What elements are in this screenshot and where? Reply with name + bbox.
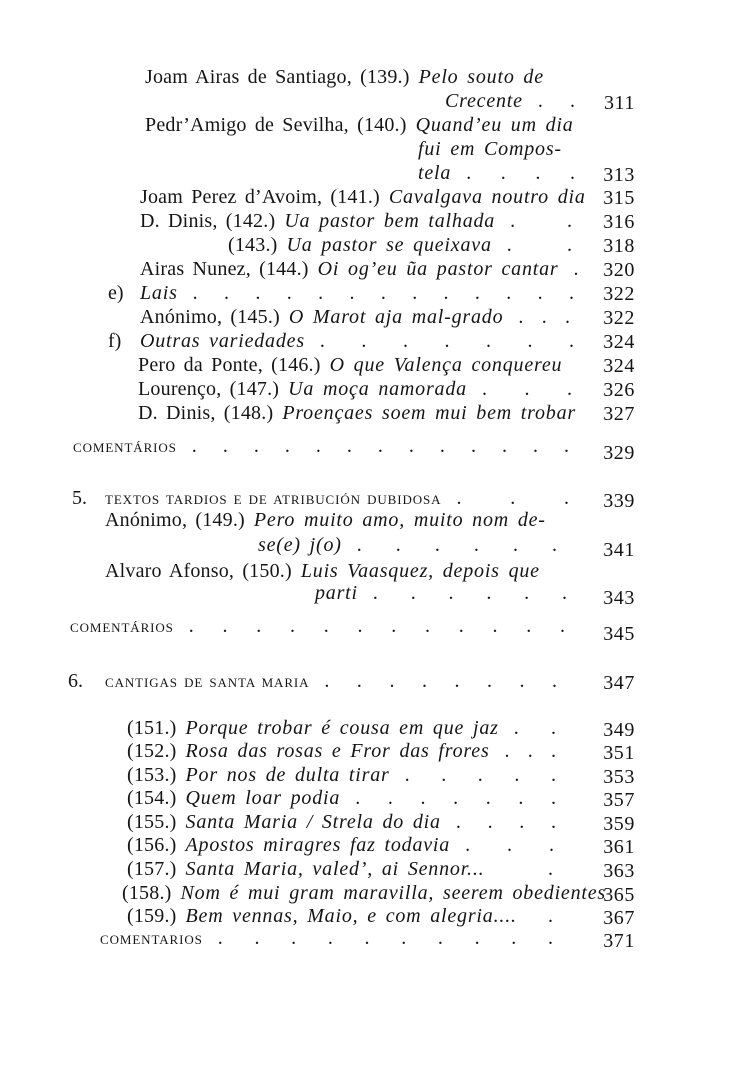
page-number: 326 (603, 379, 635, 401)
commentary-heading (0, 926, 750, 950)
dot-leader: . . . . . . . . . . (217, 927, 553, 949)
page-number: 313 (603, 164, 635, 186)
section-title: CANTIGAS DE SANTA MARIA (105, 675, 310, 690)
entry-title: Luis Vaasquez, depois que (300, 560, 540, 582)
dot-leader: . . . (518, 306, 570, 328)
page-number: 357 (603, 789, 635, 811)
entry-title: O que Valença conquereu (329, 354, 563, 376)
toc-entry (0, 810, 750, 834)
dot-leader: . . . (504, 740, 556, 762)
entry-number: (159.) (127, 905, 177, 927)
dot-leader: . . . . . . . (319, 330, 574, 352)
entry-author: Lourenço, (147.) (138, 378, 280, 400)
page-number: 324 (603, 355, 635, 377)
toc-entry (0, 904, 750, 928)
entry-title: Quem loar podia (185, 787, 341, 809)
toc-entry (0, 508, 750, 532)
toc-entry (0, 763, 750, 787)
page-number: 371 (603, 930, 635, 952)
entry-number: (154.) (127, 787, 177, 809)
page-number: 351 (603, 742, 635, 764)
section-number: 5. (72, 487, 87, 509)
dot-leader: . . . . (466, 162, 575, 184)
entry-title: Ua pastor bem talhada (284, 210, 496, 232)
entry-title: Ua moça namorada (288, 378, 467, 400)
toc-entry (0, 233, 750, 257)
toc-entry (0, 137, 750, 161)
entry-title: O Marot aja mal-grado (288, 306, 504, 328)
page-number: 320 (603, 259, 635, 281)
dot-leader: . . . . . . (356, 534, 557, 556)
entry-title: Apostos miragres faz todavia (185, 834, 451, 856)
entry-title: Cavalgava noutro dia (388, 186, 586, 208)
toc-entry (0, 857, 750, 881)
page-number: 322 (603, 283, 635, 305)
entry-author: Joam Perez d’Avoim, (141.) (140, 186, 380, 208)
toc-entry (0, 559, 750, 583)
subsection-marker: f) (108, 330, 122, 352)
toc-entry (0, 833, 750, 857)
toc-entry (0, 209, 750, 233)
page-number: 318 (603, 235, 635, 257)
toc-entry (0, 881, 750, 905)
page-number: 339 (603, 490, 635, 512)
entry-title: Rosa das rosas e Fror das frores (185, 740, 490, 762)
toc-entry (0, 113, 750, 137)
page-number: 324 (603, 331, 635, 353)
page-number: 329 (603, 442, 635, 464)
page-number: 359 (603, 813, 635, 835)
entry-title: fui em Compos- (418, 138, 562, 160)
dot-leader: . (548, 905, 553, 927)
dot-leader: . . . . . . . (355, 787, 556, 809)
entry-author: Anónimo, (149.) (105, 509, 245, 531)
page-number: 347 (603, 672, 635, 694)
entry-number: (158.) (122, 882, 172, 904)
page-number: 341 (603, 539, 635, 561)
entry-number: (157.) (127, 858, 177, 880)
entry-number: (153.) (127, 764, 177, 786)
dot-leader: . . . (465, 834, 554, 856)
toc-entry (0, 401, 750, 425)
page-number: 353 (603, 766, 635, 788)
page-number: 363 (603, 860, 635, 882)
dot-leader: . . (510, 210, 572, 232)
page-number: 367 (603, 907, 635, 929)
toc-entry (0, 786, 750, 810)
entry-title: parti (315, 582, 358, 604)
dot-leader: . (573, 258, 579, 280)
entry-title: tela (418, 162, 452, 184)
commentary-label: COMENTÁRIOS (73, 440, 177, 455)
page-number: 315 (603, 187, 635, 209)
dot-leader: . . . . . . . . . . . . . (191, 435, 569, 457)
page-number: 345 (603, 623, 635, 645)
section-heading (0, 486, 750, 510)
entry-number: (155.) (127, 811, 177, 833)
subsection-marker: e) (108, 282, 124, 304)
entry-number: (151.) (127, 717, 177, 739)
commentary-heading (0, 614, 750, 645)
dot-leader: . . (506, 234, 572, 256)
entry-author: Pero da Ponte, (146.) (138, 354, 321, 376)
entry-title: Crecente (445, 90, 523, 112)
page-number: 343 (603, 587, 635, 609)
page-number: 365 (603, 884, 635, 906)
entry-title: se(e) j(o) (258, 534, 342, 556)
page-number: 322 (603, 307, 635, 329)
dot-leader: . . (513, 717, 556, 739)
dot-leader: . . . . (455, 811, 556, 833)
entry-title: Pelo souto de (418, 66, 544, 88)
subsection-title: Outras variedades (140, 330, 305, 352)
toc-entry (0, 716, 750, 740)
toc-entry (0, 185, 750, 209)
entry-author: Alvaro Afonso, (150.) (105, 560, 292, 582)
dot-leader: . . . (481, 378, 572, 400)
entry-author: Airas Nunez, (144.) (140, 258, 309, 280)
dot-leader: . . . . . . . . . . . . (188, 615, 565, 637)
section-title: TEXTOS TARDIOS E DE ATRIBUCIÓN DUBIDOSA (105, 492, 442, 507)
page-number: 349 (603, 719, 635, 741)
entry-author: D. Dinis, (148.) (138, 402, 274, 424)
entry-author: D. Dinis, (142.) (140, 210, 276, 232)
dot-leader: . . (537, 90, 575, 112)
toc-entry (0, 533, 750, 561)
toc-entry (0, 89, 750, 113)
entry-author: Pedr’Amigo de Sevilha, (140.) (145, 114, 407, 136)
entry-number: (156.) (127, 834, 177, 856)
toc-entry (0, 305, 750, 329)
commentary-label: COMENTÁRIOS (70, 620, 174, 635)
dot-leader: . . . . . . . . . . . . . (192, 282, 574, 304)
commentary-label: COMENTARIOS (100, 932, 203, 947)
page-number: 327 (603, 403, 635, 425)
toc-entry (0, 353, 750, 377)
entry-title: Santa Maria / Strela do dia (185, 811, 441, 833)
section-heading (0, 669, 750, 693)
entry-author: Anónimo, (145.) (140, 306, 280, 328)
entry-title: Ua pastor se queixava (286, 234, 492, 256)
page-number: 361 (603, 836, 635, 858)
dot-leader: . . . . . . (372, 582, 567, 604)
entry-title: Oi og’eu ũa pastor cantar (317, 258, 559, 280)
entry-title: Santa Maria, valed’, ai Sennor... (185, 858, 485, 880)
entry-number: (152.) (127, 740, 177, 762)
toc-entry (0, 581, 750, 609)
dot-leader: . . . (456, 487, 569, 509)
commentary-heading (0, 434, 750, 464)
dot-leader: . . . . . (404, 764, 556, 786)
dot-leader: . (548, 858, 553, 880)
toc-subsection (0, 281, 750, 305)
page-number: 311 (603, 92, 635, 114)
entry-title: Porque trobar é cousa em que jaz (185, 717, 499, 739)
toc-entry (0, 739, 750, 763)
entry-title: Bem vennas, Maio, e com alegria.... (185, 905, 517, 927)
entry-author: Joam Airas de Santiago, (139.) (145, 66, 410, 88)
toc-entry (0, 377, 750, 401)
dot-leader: . . . . . . . . (324, 670, 557, 692)
entry-title: Proençaes soem mui bem trobar (282, 402, 576, 424)
toc-entry (0, 65, 750, 89)
entry-title: Pero muito amo, muito nom de- (253, 509, 546, 531)
page-number: 316 (603, 211, 635, 233)
entry-title: Quand’eu um dia (415, 114, 574, 136)
subsection-title: Lais (140, 282, 178, 304)
section-number: 6. (68, 670, 83, 692)
toc-subsection (0, 329, 750, 353)
entry-title: Nom é mui gram maravilla, seerem obedientes (180, 882, 607, 904)
toc-entry (0, 161, 750, 185)
toc-entry (0, 257, 750, 281)
entry-number: (143.) (228, 234, 278, 256)
entry-title: Por nos de dulta tirar (185, 764, 390, 786)
